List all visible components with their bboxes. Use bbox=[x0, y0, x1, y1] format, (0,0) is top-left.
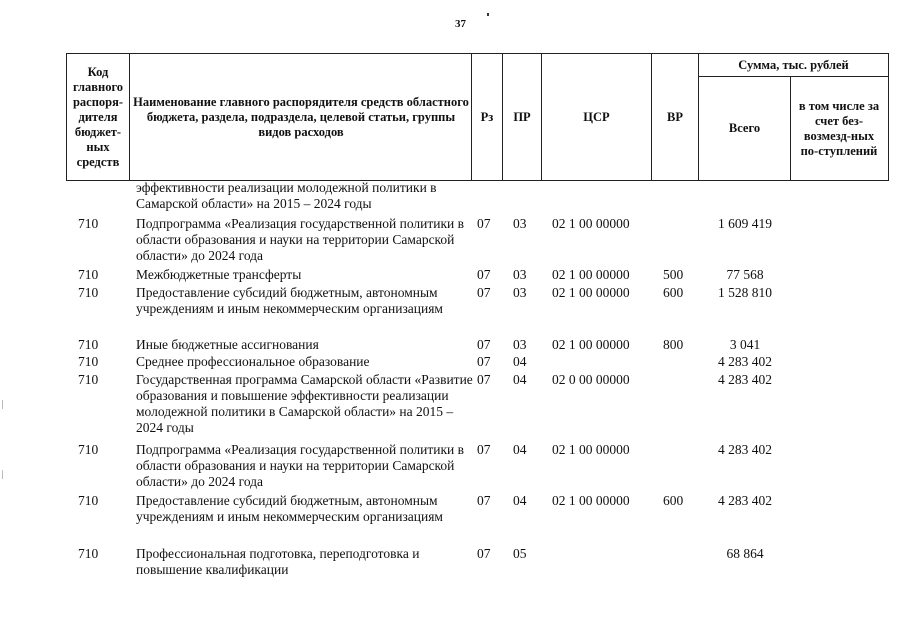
cell-name: Подпрограмма «Реализация государственной политики в области образования и науки на территории Самарской области» до 2024 года bbox=[136, 442, 465, 489]
cell-name: Подпрограмма «Реализация государственной политики в области образования и науки на территории Самарской области» до 2024 года bbox=[136, 216, 465, 263]
cell-rz: 07 bbox=[477, 493, 491, 508]
cell-pr: 03 bbox=[513, 337, 527, 352]
cell-name: эффективности реализации молодежной политики в Самарской области» на 2015 – 2024 годы bbox=[136, 180, 437, 211]
cell-pr: 04 bbox=[513, 372, 527, 387]
header-name: Наименование главного распорядителя средств областного бюджета, раздела, подраздела, целевой статьи, группы видов расходов bbox=[133, 94, 469, 139]
cell-name: Предоставление субсидий бюджетным, автономным учреждениям и иным некоммерческим организациям bbox=[136, 493, 443, 524]
cell-code: 710 bbox=[78, 354, 99, 369]
cell-name: Межбюджетные трансферты bbox=[136, 267, 302, 282]
cell-rz: 07 bbox=[477, 442, 491, 457]
cell-rz: 07 bbox=[477, 546, 491, 561]
cell-name: Предоставление субсидий бюджетным, автономным учреждениям и иным некоммерческим организациям bbox=[136, 285, 443, 316]
header-sum: Сумма, тыс. рублей bbox=[738, 57, 849, 72]
cell-csr: 02 0 00 00000 bbox=[552, 372, 630, 387]
header-pr: ПР bbox=[513, 109, 531, 124]
scan-speck bbox=[487, 13, 489, 16]
cell-total: 4 283 402 bbox=[718, 442, 772, 457]
cell-total: 4 283 402 bbox=[718, 354, 772, 369]
cell-rz: 07 bbox=[477, 216, 491, 231]
header-rz: Рз bbox=[480, 109, 494, 124]
cell-pr: 04 bbox=[513, 493, 527, 508]
cell-vr: 600 bbox=[663, 493, 684, 508]
cell-code: 710 bbox=[78, 493, 99, 508]
cell-total: 1 609 419 bbox=[718, 216, 772, 231]
cell-csr: 02 1 00 00000 bbox=[552, 442, 630, 457]
cell-name: Профессиональная подготовка, переподготовка и повышение квалификации bbox=[136, 546, 420, 577]
cell-rz: 07 bbox=[477, 285, 491, 300]
cell-total: 68 864 bbox=[726, 546, 764, 561]
cell-total: 4 283 402 bbox=[718, 372, 772, 387]
header-vr: ВР bbox=[667, 109, 683, 124]
cell-vr: 800 bbox=[663, 337, 684, 352]
cell-total: 3 041 bbox=[729, 337, 761, 352]
cell-csr: 02 1 00 00000 bbox=[552, 216, 630, 231]
cell-code: 710 bbox=[78, 285, 99, 300]
cell-code: 710 bbox=[78, 337, 99, 352]
cell-pr: 04 bbox=[513, 354, 527, 369]
cell-rz: 07 bbox=[477, 337, 491, 352]
scan-mark bbox=[2, 400, 3, 409]
cell-vr: 500 bbox=[663, 267, 684, 282]
cell-code: 710 bbox=[78, 216, 99, 231]
header-incl: в том числе за счет без-возмезд-ных по-ступлений bbox=[798, 98, 880, 158]
header-total: Всего bbox=[728, 121, 761, 135]
cell-pr: 05 bbox=[513, 546, 527, 561]
cell-vr: 600 bbox=[663, 285, 684, 300]
header-code: Код главного распоря-дителя бюджет-ных средств bbox=[72, 64, 124, 169]
cell-total: 77 568 bbox=[726, 267, 764, 282]
cell-csr: 02 1 00 00000 bbox=[552, 267, 630, 282]
cell-pr: 03 bbox=[513, 216, 527, 231]
cell-code: 710 bbox=[78, 267, 99, 282]
cell-rz: 07 bbox=[477, 354, 491, 369]
cell-csr: 02 1 00 00000 bbox=[552, 285, 630, 300]
page-number: 37 bbox=[455, 18, 466, 30]
cell-csr: 02 1 00 00000 bbox=[552, 337, 630, 352]
scan-mark bbox=[2, 470, 3, 479]
cell-rz: 07 bbox=[477, 372, 491, 387]
cell-code: 710 bbox=[78, 546, 99, 561]
cell-code: 710 bbox=[78, 372, 99, 387]
header-csr: ЦСР bbox=[583, 109, 610, 124]
cell-code: 710 bbox=[78, 442, 99, 457]
cell-total: 4 283 402 bbox=[718, 493, 772, 508]
cell-name: Среднее профессиональное образование bbox=[136, 354, 370, 369]
cell-rz: 07 bbox=[477, 267, 491, 282]
cell-name: Государственная программа Самарской области «Развитие образования и повышение эффективности реализации молодежной политики в Самарской области» на 2015 – 2024 годы bbox=[136, 372, 473, 435]
cell-csr: 02 1 00 00000 bbox=[552, 493, 630, 508]
cell-pr: 03 bbox=[513, 267, 527, 282]
cell-pr: 03 bbox=[513, 285, 527, 300]
cell-name: Иные бюджетные ассигнования bbox=[136, 337, 319, 352]
cell-total: 1 528 810 bbox=[718, 285, 772, 300]
cell-pr: 04 bbox=[513, 442, 527, 457]
